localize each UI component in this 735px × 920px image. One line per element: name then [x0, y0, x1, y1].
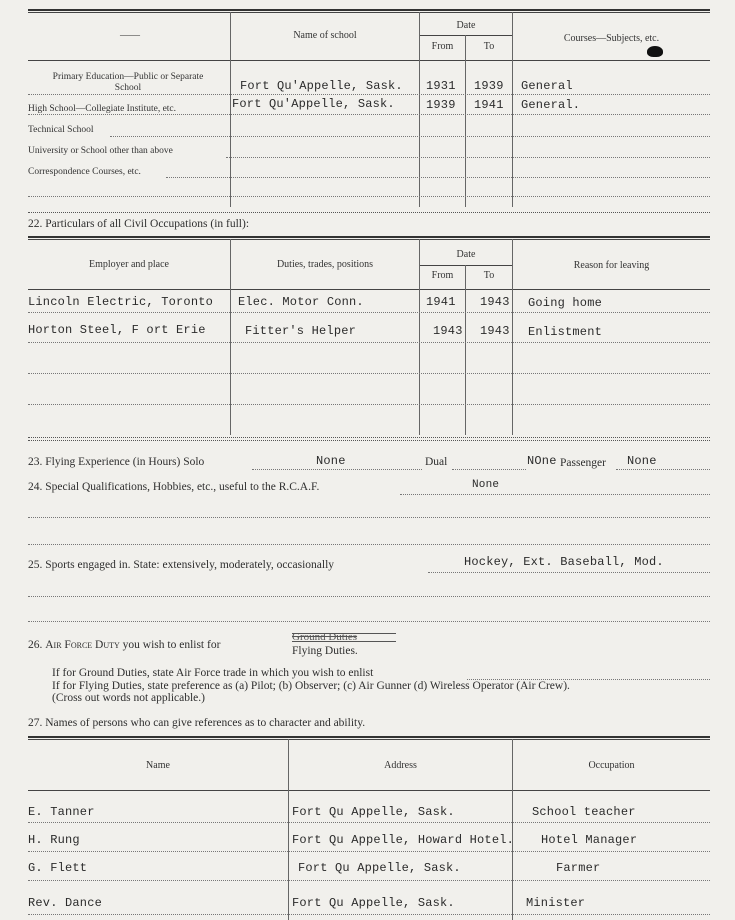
section-22-title: 22. Particulars of all Civil Occupations (in full): — [28, 218, 250, 230]
occupation-from-value: 1941 — [426, 295, 456, 309]
education-row-label: High School—Collegiate Institute, etc. — [28, 104, 177, 114]
education-row-label-line2: School — [114, 83, 142, 93]
education-top-border-inner — [28, 12, 710, 13]
education-header-bottom — [28, 60, 710, 61]
flying-duties-instruction: If for Flying Duties, state preference as (a) Pilot; (b) Observer; (c) Air Gunner (d) Wireless Operator (Air Crew). — [52, 680, 570, 692]
reference-name-value: G. Flett — [28, 861, 88, 875]
occupation-from-value: 1943 — [433, 324, 463, 338]
education-school-value: Fort Qu'Appelle, Sask. — [240, 79, 403, 93]
education-bottom-border — [28, 212, 710, 213]
reference-row-underline — [28, 914, 710, 915]
reference-address-value: Fort Qu Appelle, Sask. — [292, 896, 455, 910]
reference-address-value: Fort Qu Appelle, Howard Hotel. — [292, 833, 515, 847]
education-col-line-3 — [465, 35, 466, 207]
flying-duties-option: Flying Duties. — [292, 645, 358, 657]
passenger-label: Passenger — [560, 457, 606, 469]
reference-row-underline — [28, 880, 710, 881]
occupations-top-border — [28, 236, 710, 238]
education-row-label — [28, 72, 228, 94]
ink-blot — [647, 46, 663, 57]
section-27-title: 27. Names of persons who can give references as to character and ability. — [28, 717, 366, 729]
education-courses-value: General. — [521, 98, 581, 112]
qualifications-underline — [400, 494, 710, 495]
occupations-header-bottom — [28, 289, 710, 290]
qualifications-extra-line — [28, 517, 710, 518]
solo-underline — [252, 469, 422, 470]
occupations-col-line-2 — [419, 239, 420, 435]
references-top-border — [28, 736, 710, 738]
qualifications-extra-line — [28, 544, 710, 545]
occupation-row-underline — [28, 312, 710, 313]
education-row-underline — [28, 196, 710, 197]
reference-name-value: H. Rung — [28, 833, 80, 847]
reference-address-value: Fort Qu Appelle, Sask. — [292, 805, 455, 819]
occupations-bottom-border — [28, 437, 710, 438]
education-row-underline — [110, 136, 710, 137]
occupations-header-date: Date — [456, 249, 476, 260]
passenger-underline — [616, 469, 710, 470]
reference-row-underline — [28, 822, 710, 823]
passenger-value: None — [627, 454, 657, 468]
occupations-header-duties: Duties, trades, positions — [276, 259, 374, 270]
sports-value: Hockey, Ext. Baseball, Mod. — [464, 555, 664, 569]
dual-underline — [452, 469, 526, 470]
education-header-to: To — [483, 41, 495, 52]
education-row-underline — [166, 177, 710, 178]
education-row-label-line1: Primary Education—Public or Separate — [52, 72, 204, 82]
dual-value: NOne — [527, 454, 557, 468]
education-row-label: Technical School — [28, 125, 94, 135]
education-header-courses: Courses—Subjects, etc. — [563, 33, 660, 44]
reference-row-underline — [28, 851, 710, 852]
occupations-top-border-inner — [28, 239, 710, 240]
education-top-border — [28, 9, 710, 11]
section-26-label — [28, 639, 220, 651]
occupation-duties-value: Fitter's Helper — [245, 324, 357, 338]
education-to-value: 1941 — [474, 98, 504, 112]
occupation-reason-value: Enlistment — [528, 325, 603, 339]
sports-underline — [428, 572, 710, 573]
occupations-header-to: To — [483, 270, 495, 281]
sports-extra-line — [28, 621, 710, 622]
education-to-value: 1939 — [474, 79, 504, 93]
references-top-border-inner — [28, 739, 710, 740]
occupation-to-value: 1943 — [480, 295, 510, 309]
education-header-from: From — [431, 41, 454, 52]
occupations-header-reason: Reason for leaving — [573, 260, 650, 271]
references-header-bottom — [28, 790, 710, 791]
sports-extra-line — [28, 596, 710, 597]
section-26-suffix: you wish to enlist for — [122, 639, 221, 651]
education-from-value: 1931 — [426, 79, 456, 93]
qualifications-value: None — [472, 479, 500, 491]
solo-value: None — [316, 454, 346, 468]
education-row-label: University or School other than above — [28, 146, 173, 156]
occupations-header-employer: Employer and place — [89, 259, 169, 270]
education-courses-value: General — [521, 79, 573, 93]
strikeout-marks — [292, 633, 396, 642]
references-header-name: Name — [146, 760, 170, 771]
education-row-underline — [226, 157, 710, 158]
education-row-label: Correspondence Courses, etc. — [28, 167, 141, 177]
dual-label: Dual — [425, 456, 448, 468]
cross-out-instruction: (Cross out words not applicable.) — [52, 692, 205, 704]
education-row-underline — [28, 94, 710, 95]
occupations-bottom-border-2 — [28, 440, 710, 441]
reference-address-value: Fort Qu Appelle, Sask. — [298, 861, 461, 875]
occupation-reason-value: Going home — [528, 296, 603, 310]
education-header-school: Name of school — [293, 30, 357, 41]
occupation-employer-value: Lincoln Electric, Toronto — [28, 295, 214, 309]
reference-occupation-value: Farmer — [556, 861, 601, 875]
reference-name-value: Rev. Dance — [28, 896, 103, 910]
education-school-value: Fort Qu'Appelle, Sask. — [232, 97, 395, 111]
occupation-row-underline — [28, 373, 710, 374]
reference-name-value: E. Tanner — [28, 805, 95, 819]
section-23-label: 23. Flying Experience (in Hours) Solo — [28, 456, 205, 468]
ground-duties-struck: Ground Duties — [292, 631, 358, 643]
section-26-air-force-duty: Air Force Duty — [45, 639, 120, 651]
reference-occupation-value: Minister — [526, 896, 586, 910]
references-header-address: Address — [384, 760, 417, 771]
occupation-row-underline — [28, 342, 710, 343]
education-row-underline — [28, 114, 710, 115]
occupation-row-underline — [28, 404, 710, 405]
occupation-employer-value: Horton Steel, F ort Erie — [28, 323, 206, 337]
section-25-label: 25. Sports engaged in. State: extensively, moderately, occasionally — [28, 559, 335, 571]
occupations-header-from: From — [431, 270, 454, 281]
education-header-date: Date — [456, 20, 476, 31]
occupation-to-value: 1943 — [480, 324, 510, 338]
reference-occupation-value: Hotel Manager — [541, 833, 638, 847]
ground-duties-instruction: If for Ground Duties, state Air Force trade in which you wish to enlist — [52, 667, 374, 679]
references-header-occupation: Occupation — [588, 760, 635, 771]
occupation-duties-value: Elec. Motor Conn. — [238, 295, 364, 309]
occupations-col-line-3 — [465, 265, 466, 435]
section-26-number: 26. — [28, 639, 43, 651]
education-header-dash: —— — [120, 30, 140, 41]
education-from-value: 1939 — [426, 98, 456, 112]
section-24-label: 24. Special Qualifications, Hobbies, etc., useful to the R.C.A.F. — [28, 481, 320, 493]
reference-occupation-value: School teacher — [532, 805, 636, 819]
